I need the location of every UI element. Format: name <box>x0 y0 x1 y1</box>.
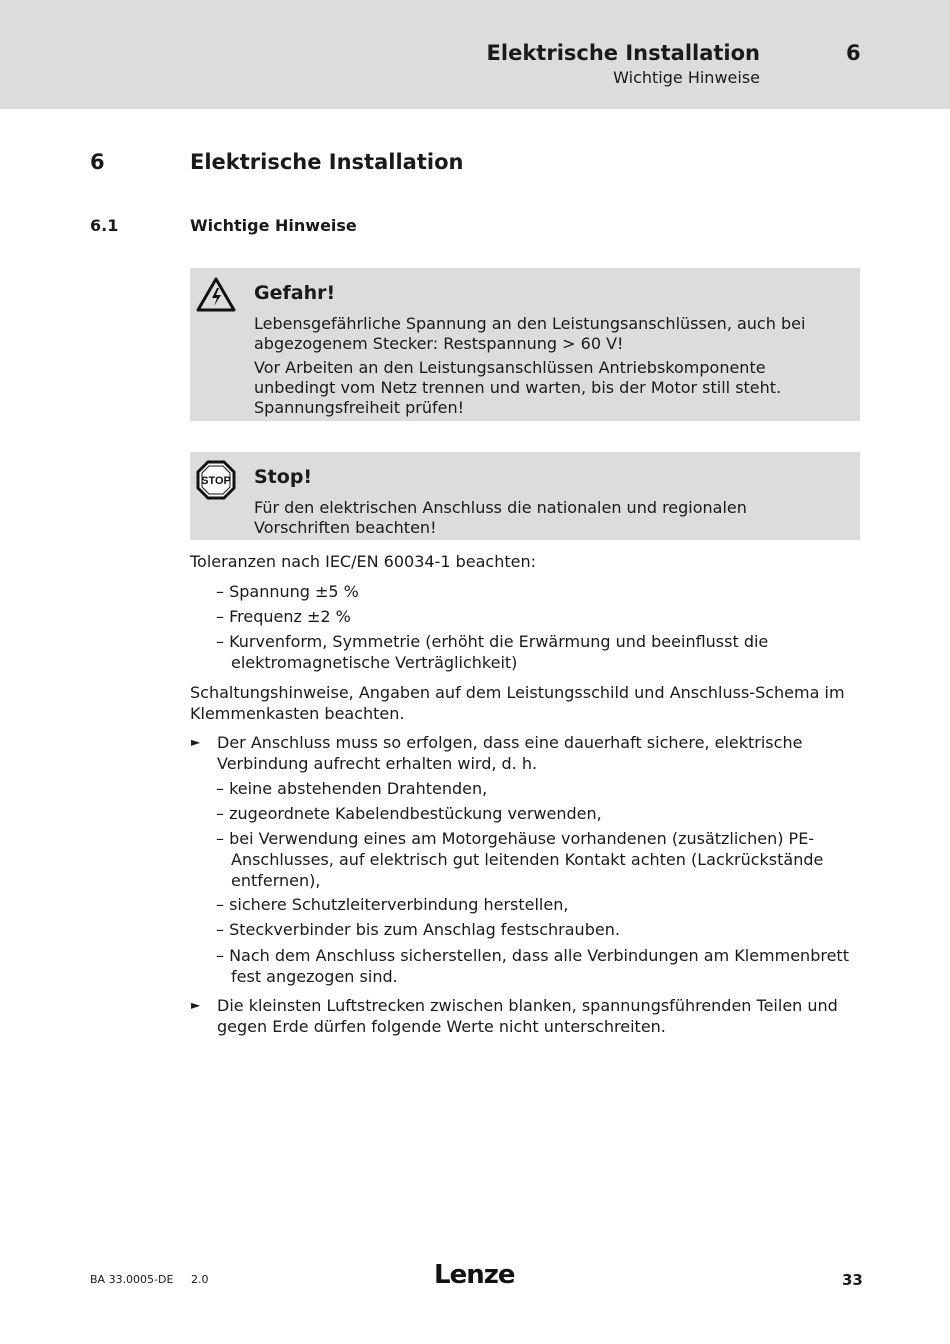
stop-text: Für den elektrischen Anschluss die nationalen und regionalen Vorschriften beachten! <box>254 498 747 537</box>
subsection-title: Wichtige Hinweise <box>190 216 357 235</box>
danger-notice <box>190 268 860 421</box>
footer-version: 2.0 <box>190 1273 209 1286</box>
stop-title: Stop! <box>254 466 313 488</box>
danger-title: Gefahr! <box>254 282 336 304</box>
connection-item: – keine abstehenden Drahtenden, <box>216 779 488 798</box>
header-subtitle: Wichtige Hinweise <box>613 68 760 87</box>
header-band <box>0 0 950 109</box>
high-voltage-warning-icon <box>194 274 238 318</box>
connection-item: – zugeordnete Kabelendbestückung verwenden, <box>216 804 602 823</box>
section-number: 6 <box>90 150 105 174</box>
stop-sign-icon <box>194 458 238 506</box>
wiring-note: Schaltungshinweise, Angaben auf dem Leistungsschild und Anschluss-Schema im Klemmenkasten beachten. <box>190 683 845 723</box>
stop-notice <box>190 452 860 540</box>
connection-item: – sichere Schutzleiterverbindung herstellen, <box>216 895 569 914</box>
bullet-text: Die kleinsten Luftstrecken zwischen blanken, spannungsführenden Teilen und gegen Erde dürfen folgende Werte nicht unterschreiten. <box>217 996 838 1036</box>
lenze-logo: Lenze <box>434 1260 515 1290</box>
danger-text-2: Vor Arbeiten an den Leistungsanschlüssen Antriebskomponente unbedingt vom Netz trennen und warten, bis der Motor still steht. <box>254 358 782 397</box>
connection-item: – Nach dem Anschluss sicherstellen, dass alle Verbindungen am Klemmenbrett fest angezogen sind. <box>216 946 849 986</box>
svg-text:STOP: STOP <box>201 475 231 487</box>
tolerance-item: – Spannung ±5 % <box>216 582 359 601</box>
danger-text-1: Lebensgefährliche Spannung an den Leistungsanschlüssen, auch bei abgezogenem Stecker: Restspannung > 60 V! <box>254 314 806 353</box>
bullet-arrow-icon: ► <box>191 998 201 1012</box>
footer-doc-info <box>90 1273 222 1286</box>
bullet-arrow-icon: ► <box>191 735 201 749</box>
tolerance-item: – Frequenz ±2 % <box>216 607 351 626</box>
bullet-item <box>190 995 889 1037</box>
header-chapter-number: 6 <box>846 41 861 65</box>
tolerances-intro: Toleranzen nach IEC/EN 60034-1 beachten: <box>190 552 536 571</box>
subsection-number: 6.1 <box>90 216 119 235</box>
page-number: 33 <box>842 1271 863 1289</box>
connection-item: – Steckverbinder bis zum Anschlag festschrauben. <box>216 920 620 939</box>
bullet-text: Der Anschluss muss so erfolgen, dass eine dauerhaft sichere, elektrische Verbindung aufrecht erhalten wird, d. h. <box>217 733 803 773</box>
connection-item: – bei Verwendung eines am Motorgehäuse vorhandenen (zusätzlichen) PE-Anschlusses, auf elektrisch gut leitenden Kontakt achten (Lackrückstände entfernen), <box>216 829 824 890</box>
header-title: Elektrische Installation <box>486 41 760 65</box>
danger-text-3: Spannungsfreiheit prüfen! <box>254 398 465 417</box>
bullet-item <box>190 732 889 774</box>
footer-doc-id: BA 33.0005-DE <box>90 1273 174 1286</box>
tolerance-item: – Kurvenform, Symmetrie (erhöht die Erwärmung und beeinflusst die elektromagnetische Verträglichkeit) <box>216 632 769 672</box>
section-title: Elektrische Installation <box>190 150 464 174</box>
